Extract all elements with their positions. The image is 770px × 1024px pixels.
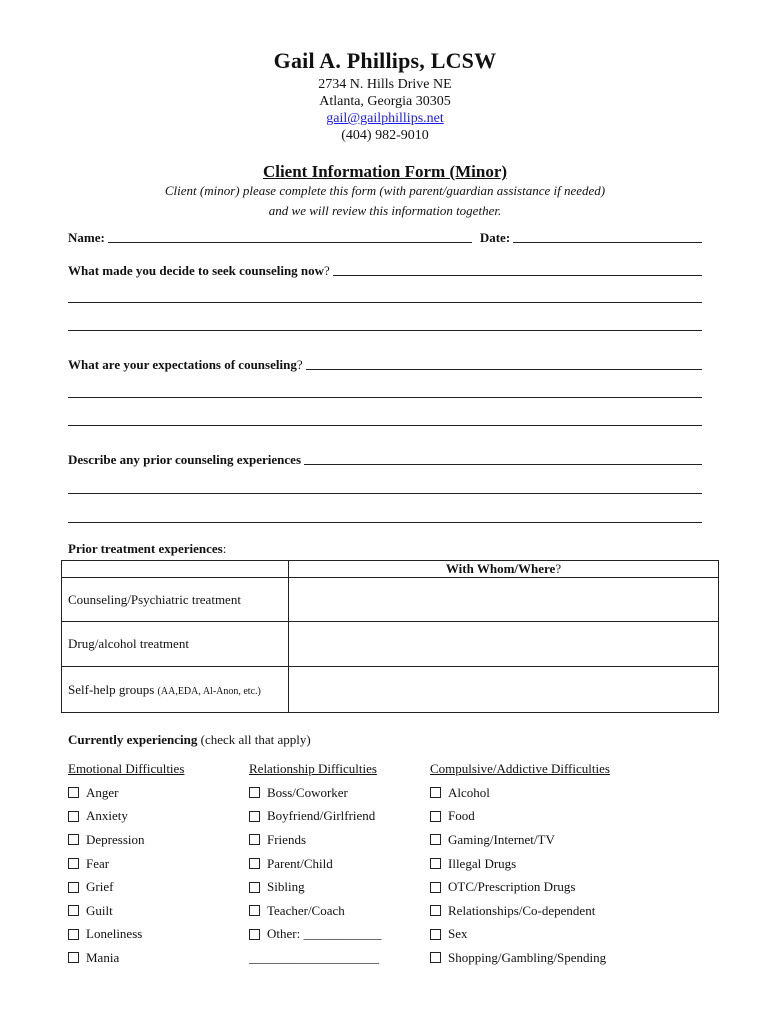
- checkbox-icon[interactable]: [249, 882, 260, 893]
- item-label: Guilt: [86, 902, 113, 918]
- q1-answer-line-3[interactable]: [68, 330, 702, 331]
- checkbox-icon[interactable]: [430, 834, 441, 845]
- with-whom-header: [289, 561, 719, 578]
- checkbox-icon[interactable]: [68, 882, 79, 893]
- list-item[interactable]: [68, 875, 238, 899]
- checkbox-icon[interactable]: [249, 858, 260, 869]
- item-label: Shopping/Gambling/Spending: [448, 949, 607, 965]
- q3-answer-line-1[interactable]: [304, 464, 702, 465]
- street-address: 2734 N. Hills Drive NE: [318, 77, 452, 92]
- form-instructions: [0, 181, 770, 221]
- table-row: [62, 667, 719, 713]
- instruction-line-2: and we will review this information together.: [268, 203, 502, 218]
- emotional-heading: Emotional Difficulties: [68, 761, 185, 776]
- item-label: Gaming/Internet/TV: [448, 831, 555, 847]
- q2-mark: ?: [296, 357, 303, 372]
- with-whom-field-3[interactable]: [289, 667, 719, 713]
- list-item[interactable]: [430, 875, 710, 899]
- item-label: Illegal Drugs: [448, 855, 517, 871]
- list-item[interactable]: [430, 781, 710, 805]
- date-label: Date:: [479, 230, 511, 245]
- checkbox-icon[interactable]: [68, 834, 79, 845]
- checkbox-icon[interactable]: [249, 787, 260, 798]
- q2-answer-line-2[interactable]: [68, 397, 702, 398]
- with-whom-label: With Whom/Where: [445, 561, 556, 576]
- treatment-type-cell: [62, 667, 289, 713]
- question-seek-counseling: [68, 263, 702, 279]
- item-label: OTC/Prescription Drugs: [448, 879, 576, 895]
- emotional-column: [68, 761, 238, 970]
- table-row: [62, 578, 719, 622]
- item-label: Boyfriend/Girlfriend: [267, 808, 376, 824]
- prior-treatment-title: [68, 541, 226, 557]
- q1-answer-line-1[interactable]: [333, 275, 702, 276]
- q2-label: What are your expectations of counseling: [68, 357, 297, 372]
- list-item[interactable]: [68, 828, 238, 852]
- list-item[interactable]: [68, 852, 238, 876]
- table-row: [62, 622, 719, 667]
- checkbox-icon[interactable]: [430, 882, 441, 893]
- list-item[interactable]: [430, 923, 710, 947]
- item-label: Parent/Child: [267, 855, 333, 871]
- date-field[interactable]: [513, 242, 702, 243]
- list-item[interactable]: [430, 805, 710, 829]
- item-label: Sibling: [267, 879, 305, 895]
- relationship-heading: Relationship Difficulties: [249, 761, 377, 776]
- instruction-line-1: Client (minor) please complete this form (with parent/guardian assistance if needed): [164, 183, 606, 198]
- city-state-zip: Atlanta, Georgia 30305: [319, 94, 451, 109]
- checkbox-icon[interactable]: [249, 811, 260, 822]
- list-item[interactable]: [68, 781, 238, 805]
- checkbox-icon[interactable]: [249, 905, 260, 916]
- q3-label: Describe any prior counseling experiences: [68, 452, 302, 467]
- checkbox-icon[interactable]: [249, 929, 260, 940]
- table-header-row: [62, 561, 719, 578]
- name-date-row: [68, 230, 702, 246]
- item-label: Friends: [267, 831, 306, 847]
- q1-mark: ?: [324, 263, 330, 278]
- checkbox-icon[interactable]: [430, 858, 441, 869]
- q3-answer-line-2[interactable]: [68, 493, 702, 494]
- item-label: Teacher/Coach: [267, 902, 345, 918]
- email-link[interactable]: gail@gailphillips.net: [326, 111, 444, 126]
- q3-answer-line-3[interactable]: [68, 522, 702, 523]
- item-label: Fear: [86, 855, 110, 871]
- self-help-label: Self-help groups: [68, 681, 155, 697]
- checkbox-icon[interactable]: [430, 811, 441, 822]
- list-item[interactable]: [430, 828, 710, 852]
- item-label: Anxiety: [86, 808, 128, 824]
- prior-treatment-label: Prior treatment experiences: [68, 541, 223, 556]
- item-label: Food: [448, 808, 475, 824]
- self-help-note: (AA,EDA, Al-Anon, etc.): [157, 685, 261, 697]
- checkbox-icon[interactable]: [68, 952, 79, 963]
- with-whom-field-2[interactable]: [289, 622, 719, 667]
- checkbox-icon[interactable]: [68, 787, 79, 798]
- question-expectations: [68, 357, 702, 373]
- item-label: Alcohol: [448, 784, 490, 800]
- list-item[interactable]: [249, 899, 424, 923]
- currently-label: Currently experiencing: [68, 732, 198, 747]
- compulsive-column: [430, 761, 710, 970]
- prior-treatment-colon: :: [222, 541, 227, 556]
- currently-experiencing-title: [68, 732, 311, 748]
- checkbox-icon[interactable]: [68, 905, 79, 916]
- item-label: Relationships/Co-dependent: [448, 902, 596, 918]
- item-label: Sex: [448, 926, 468, 942]
- list-item[interactable]: [68, 923, 238, 947]
- item-label: Grief: [86, 879, 114, 895]
- list-item[interactable]: [249, 828, 424, 852]
- item-label: Loneliness: [86, 926, 143, 942]
- q1-answer-line-2[interactable]: [68, 302, 702, 303]
- treatment-type-cell: Drug/alcohol treatment: [62, 622, 289, 667]
- treatment-type-cell: Counseling/Psychiatric treatment: [62, 578, 289, 622]
- compulsive-heading: Compulsive/Addictive Difficulties: [430, 761, 610, 776]
- other-blank-line[interactable]: ____________________: [249, 949, 379, 965]
- checkbox-icon[interactable]: [68, 929, 79, 940]
- prior-treatment-table: [61, 560, 719, 713]
- q2-answer-line-3[interactable]: [68, 425, 702, 426]
- checkbox-icon[interactable]: [68, 858, 79, 869]
- list-item[interactable]: [249, 805, 424, 829]
- relationship-column: [249, 761, 424, 970]
- with-whom-q: ?: [555, 561, 562, 576]
- q1-label: What made you decide to seek counseling now: [68, 263, 325, 278]
- list-item[interactable]: [249, 781, 424, 805]
- list-item[interactable]: [249, 852, 424, 876]
- practitioner-header: [0, 46, 770, 144]
- name-field[interactable]: [108, 242, 472, 243]
- phone-number: (404) 982-9010: [341, 128, 429, 143]
- checkbox-icon[interactable]: [430, 905, 441, 916]
- item-label: Boss/Coworker: [267, 784, 348, 800]
- item-label: Anger: [86, 784, 119, 800]
- list-item[interactable]: [68, 946, 238, 970]
- checkbox-icon[interactable]: [430, 952, 441, 963]
- list-item[interactable]: [249, 875, 424, 899]
- list-item[interactable]: [249, 923, 424, 947]
- checkbox-icon[interactable]: [430, 787, 441, 798]
- practitioner-name: Gail A. Phillips, LCSW: [273, 48, 497, 73]
- item-label: Other: ____________: [267, 926, 382, 942]
- currently-note: (check all that apply): [200, 732, 311, 747]
- list-item[interactable]: [430, 852, 710, 876]
- form-title: Client Information Form (Minor): [262, 162, 508, 181]
- list-item[interactable]: [68, 899, 238, 923]
- checkbox-icon[interactable]: [249, 834, 260, 845]
- item-label: Depression: [86, 831, 145, 847]
- with-whom-field-1[interactable]: [289, 578, 719, 622]
- checkbox-icon[interactable]: [68, 811, 79, 822]
- table-header-empty: [62, 561, 289, 578]
- list-item[interactable]: [430, 899, 710, 923]
- q2-answer-line-1[interactable]: [306, 369, 702, 370]
- item-label: Mania: [86, 949, 120, 965]
- list-item[interactable]: [68, 805, 238, 829]
- name-label: Name:: [68, 230, 105, 245]
- list-item[interactable]: [430, 946, 710, 970]
- checkbox-icon[interactable]: [430, 929, 441, 940]
- question-prior-experiences: [68, 452, 702, 468]
